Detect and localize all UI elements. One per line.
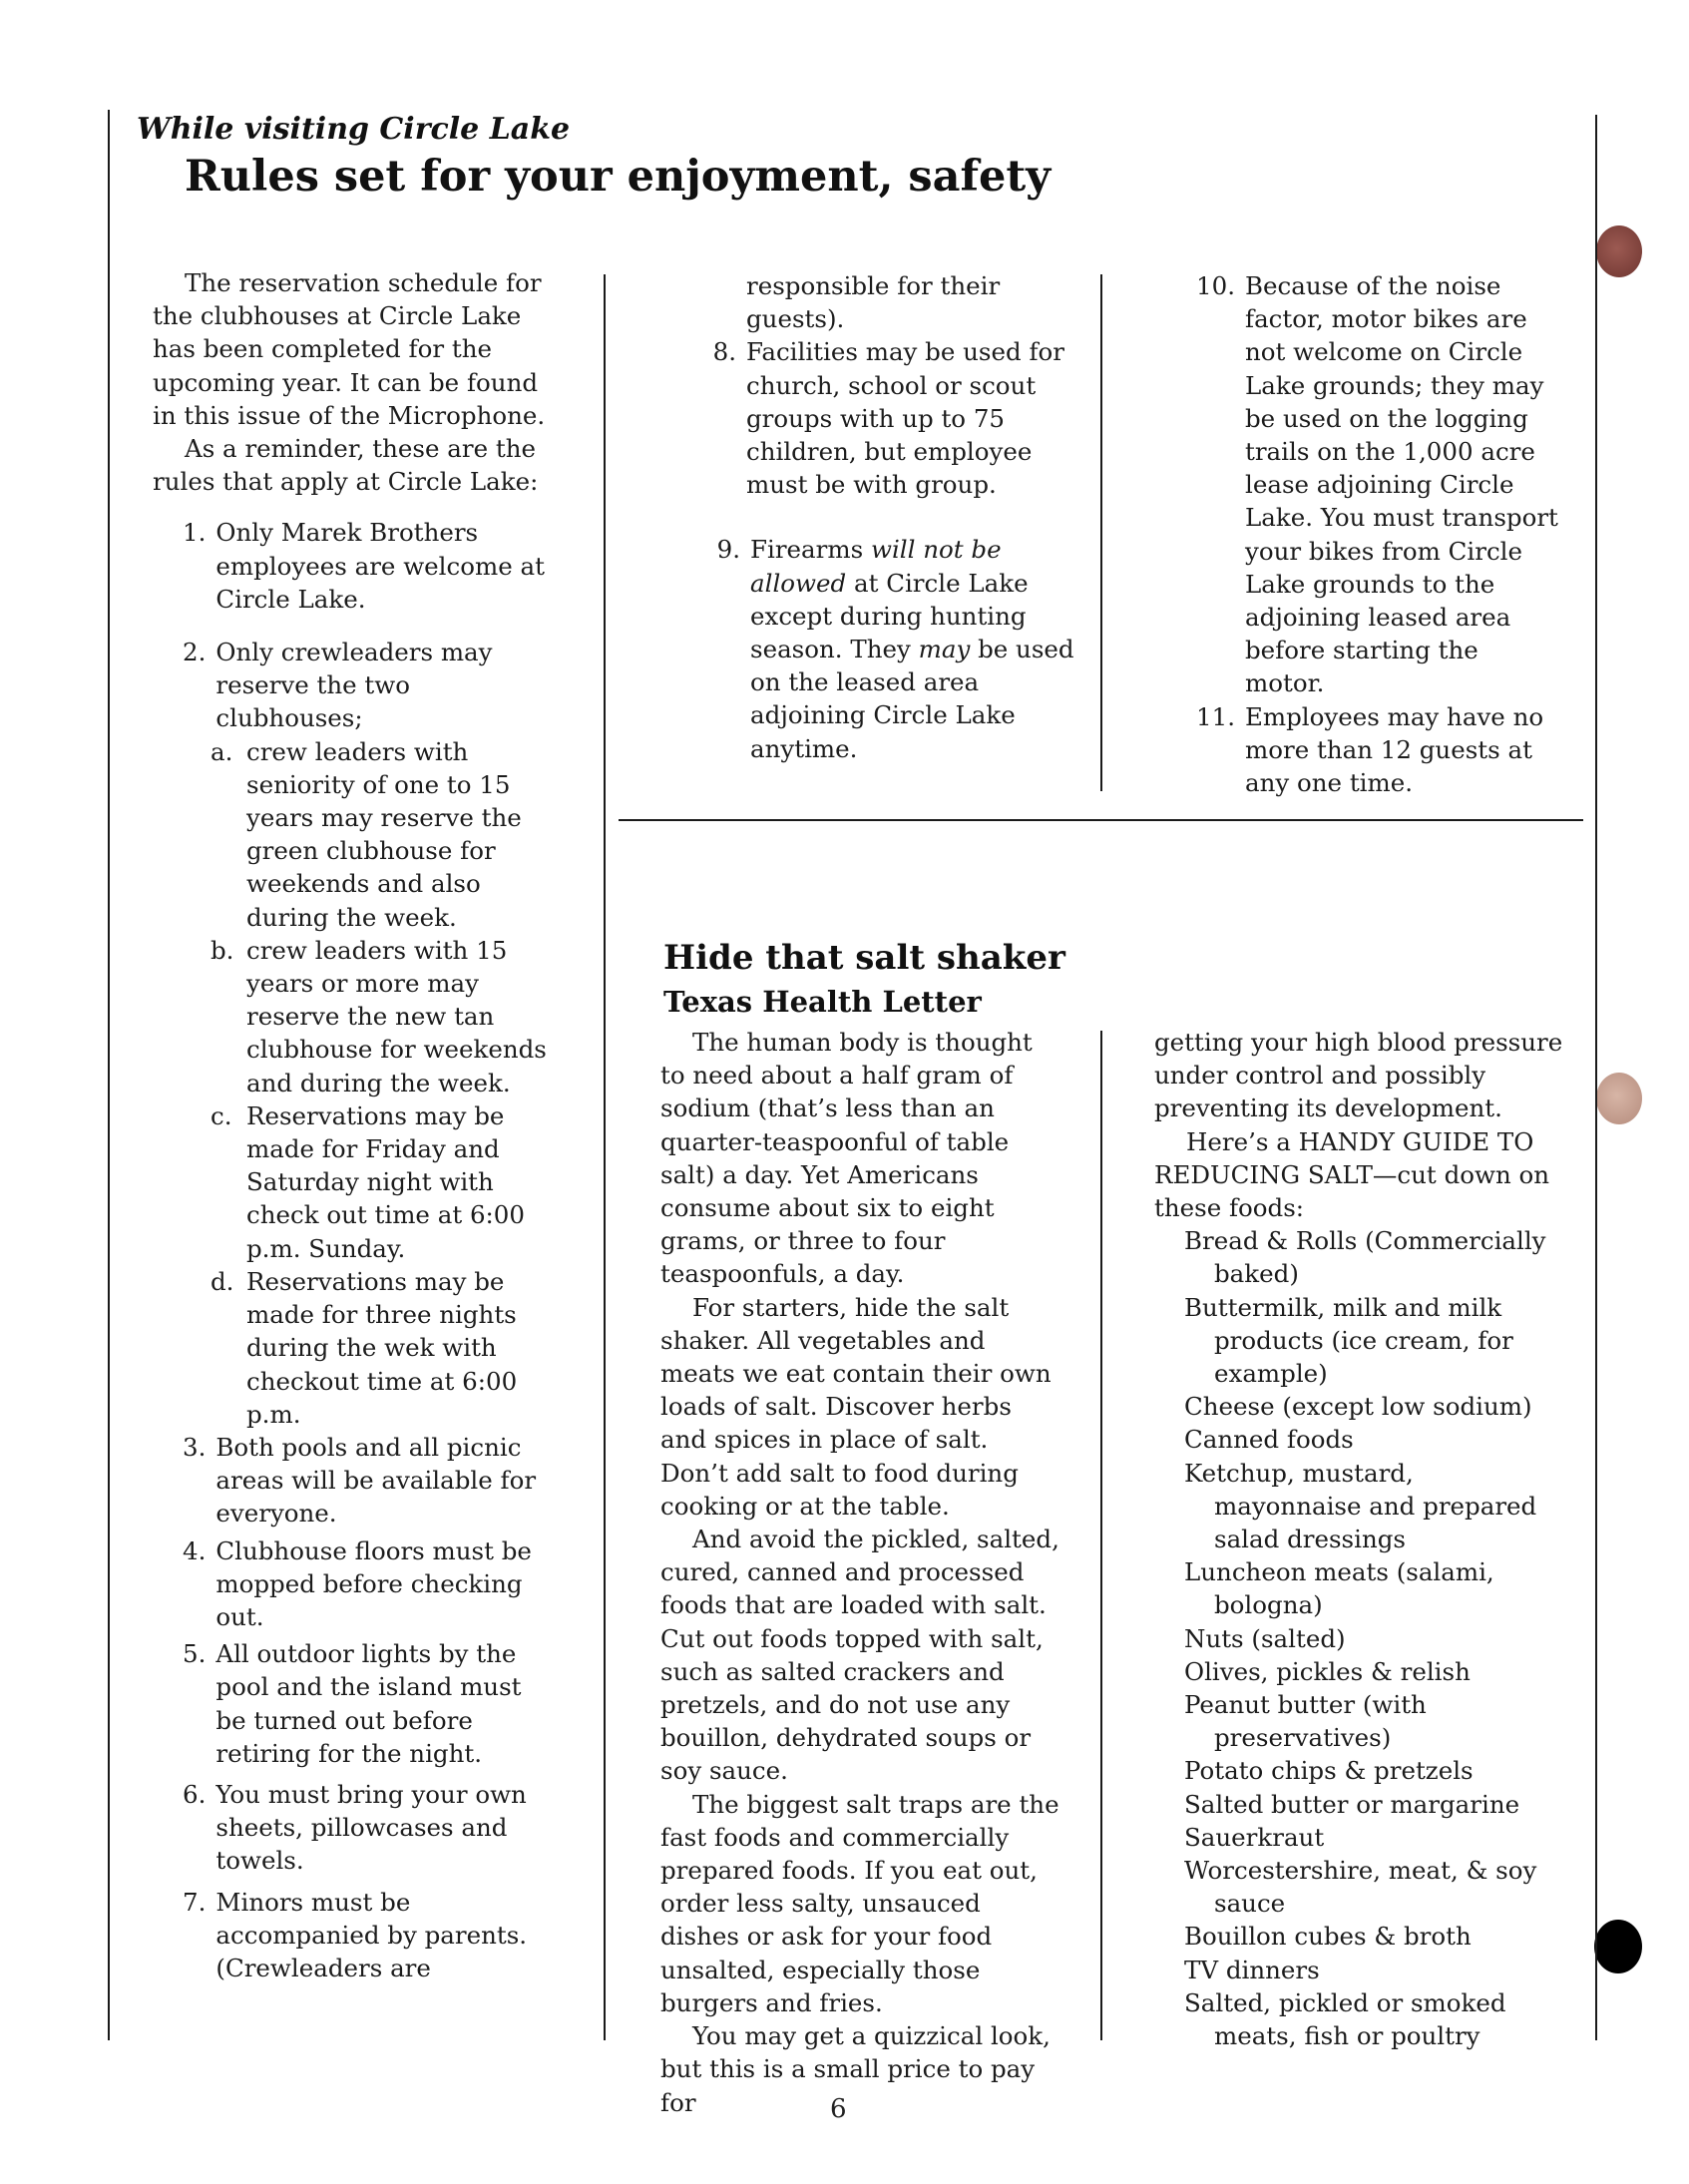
rule-7-continued: responsible for their guests). — [746, 271, 1001, 334]
salt-food-list — [1154, 1224, 1563, 2052]
rule-text-part: at Circle Lake except during hunting season. They — [750, 568, 1029, 664]
sub-rule-label: c. — [211, 1100, 232, 1130]
rule-text: Only crewleaders may reserve the two clubhouses; — [215, 638, 493, 733]
column-divider-1 — [604, 274, 606, 2040]
rule-item — [183, 636, 547, 735]
sub-rule-label: b. — [211, 935, 234, 965]
rule-item — [698, 335, 1077, 501]
right-margin-rule — [1595, 115, 1597, 2040]
rule-text: All outdoor lights by the pool and the island must be turned out before retiring for the night. — [215, 1639, 522, 1768]
sub-rule-item — [211, 934, 547, 1099]
column-divider-2-top — [1100, 274, 1102, 791]
rule-number: 6. — [183, 1779, 207, 1809]
sub-rule-text: Reservations may be made for three nights during the wek with checkout time at 6:00 p.m. — [246, 1266, 518, 1429]
sub-rule-item — [211, 1099, 547, 1265]
rule-item — [183, 1431, 547, 1530]
sub-rule-text: crew leaders with 15 years or more may reserve the new tan clubhouse for weekends and during the week. — [246, 935, 547, 1097]
rule-number: 4. — [183, 1535, 207, 1565]
sub-rules-list — [183, 735, 547, 1431]
salt-continuation: getting your high blood pressure under control and possibly preventing its development. — [1154, 1028, 1563, 1123]
rule-text: Clubhouse floors must be mopped before checking out. — [215, 1535, 532, 1631]
sub-rule-item — [211, 735, 547, 934]
rule-number: 9. — [716, 535, 740, 565]
binder-hole-bottom — [1594, 1920, 1642, 1973]
rules-column-2 — [698, 269, 1077, 765]
rule-text — [750, 533, 1077, 764]
sub-rule-text: crew leaders with seniority of one to 15 years may reserve the green clubhouse for weekends and also during the week. — [246, 736, 522, 932]
article-separator-rule — [619, 819, 1583, 821]
salt-column-1 — [660, 1026, 1059, 2119]
rule-number: 8. — [712, 337, 736, 367]
salt-guide-intro: Here’s a HANDY GUIDE TO REDUCING SALT—cut down on these foods: — [1154, 1126, 1550, 1223]
rule-number: 2. — [183, 638, 207, 667]
binder-hole-middle — [1596, 1073, 1642, 1124]
salt-paragraph: The biggest salt traps are the fast foods and commercially prepared foods. If you eat out, order less salty, unsauced dishes or ask for your food unsalted, especially those burgers and fries. — [660, 1789, 1059, 2017]
food-item: Cheese (except low sodium) — [1184, 1392, 1532, 1422]
rule-item — [183, 1637, 547, 1770]
rules-list — [153, 516, 547, 1984]
article-kicker: While visiting Circle Lake — [137, 112, 571, 147]
rule-number: 10. — [1196, 271, 1235, 300]
rule-item — [183, 1886, 547, 1985]
rule-text-emphasis: may — [918, 635, 971, 664]
rule-text: Only Marek Brothers employees are welcome at Circle Lake. — [215, 518, 545, 614]
food-item: Peanut butter (with preservatives) — [1184, 1690, 1427, 1753]
rule-number: 5. — [183, 1639, 207, 1669]
sub-rule-text: Reservations may be made for Friday and Saturday night with check out time at 6:00 p.m. Sunday. — [246, 1100, 525, 1263]
rule-text: Minors must be accompanied by parents. (Crewleaders are — [215, 1887, 528, 1982]
rules-column-1 — [153, 266, 547, 1984]
sub-rule-label: a. — [211, 736, 233, 766]
page-number: 6 — [830, 2094, 847, 2124]
sub-rule-item — [211, 1265, 547, 1431]
intro-paragraph: As a reminder, these are the rules that apply at Circle Lake: — [153, 434, 539, 497]
rule-number: 1. — [183, 518, 207, 548]
rule-text: Both pools and all picnic areas will be available for everyone. — [215, 1432, 537, 1529]
food-item: Worcestershire, meat, & soy sauce — [1184, 1856, 1537, 1919]
food-item: Nuts (salted) — [1184, 1623, 1346, 1653]
sub-rule-label: d. — [211, 1266, 234, 1296]
food-item: Olives, pickles & relish — [1184, 1656, 1471, 1686]
food-item: Bouillon cubes & broth — [1184, 1922, 1472, 1952]
food-item: Luncheon meats (salami, bologna) — [1184, 1557, 1494, 1620]
rule-number: 7. — [183, 1887, 207, 1917]
rule-text-emphasis: will not be allowed — [750, 535, 1002, 598]
salt-paragraph: For starters, hide the salt shaker. All vegetables and meats we eat contain their own loads of salt. Discover herbs and spices in place of salt. Don’t add salt to food during cooking or at the table. — [660, 1292, 1052, 1521]
rule-text: Because of the noise factor, motor bikes are not welcome on Circle Lake grounds; they may be used on the logging trails on the 1,000 acre lease adjoining Circle Lake. You must transport your bikes from Circle Lake grounds to the adjoining leased area before starting the motor. — [1245, 271, 1558, 698]
food-item: Canned foods — [1184, 1425, 1354, 1455]
food-item: Bread & Rolls (Commercially baked) — [1184, 1226, 1546, 1289]
rule-item — [183, 516, 547, 616]
salt-article-source: Texas Health Letter — [663, 985, 982, 1019]
food-item: Potato chips & pretzels — [1184, 1756, 1474, 1786]
food-item: Sauerkraut — [1184, 1822, 1325, 1852]
food-item: Ketchup, mustard, mayonnaise and prepared salad dressings — [1184, 1458, 1537, 1554]
food-item: Salted, pickled or smoked meats, fish or poultry — [1184, 1987, 1506, 2051]
food-item: TV dinners — [1184, 1955, 1320, 1984]
salt-paragraph: And avoid the pickled, salted, cured, canned and processed foods that are loaded with salt. Cut out foods topped with salt, such as salted crackers and pretzels, and do not use any bouillon, dehydrated soups or soy sauce. — [660, 1525, 1059, 1786]
salt-column-2 — [1154, 1026, 1563, 2052]
rule-item — [1187, 700, 1561, 800]
rule-item — [183, 1534, 547, 1634]
rule-number: 3. — [183, 1432, 207, 1462]
column-divider-2-bottom — [1100, 1031, 1102, 2040]
salt-paragraph: You may get a quizzical look, but this is a small price to pay for — [660, 2021, 1051, 2117]
rule-text: You must bring your own sheets, pillowcases and towels. — [215, 1779, 527, 1876]
salt-article-title: Hide that salt shaker — [663, 938, 1065, 978]
intro-paragraph: The reservation schedule for the clubhouses at Circle Lake has been completed for the upcoming year. It can be found in this issue of the Microphone. — [153, 268, 546, 430]
rule-text: Facilities may be used for church, school or scout groups with up to 75 children, but employee must be with group. — [746, 337, 1065, 500]
binder-hole-top — [1596, 225, 1642, 277]
salt-paragraph: The human body is thought to need about a half gram of sodium (that’s less than an quarter-teaspoonful of table salt) a day. Yet Americans consume about six to eight grams, or three to four teaspoonfuls, a day. — [660, 1028, 1033, 1289]
left-margin-rule — [108, 110, 110, 2040]
rule-text: Employees may have no more than 12 guests at any one time. — [1245, 701, 1544, 798]
rule-item — [1187, 269, 1561, 700]
rule-text-part: be used on the leased area adjoining Circle Lake anytime. — [750, 635, 1074, 763]
rule-item — [183, 1778, 547, 1878]
article-headline: Rules set for your enjoyment, safety — [185, 152, 1052, 202]
rule-item — [698, 533, 1077, 764]
rule-text-part: Firearms — [750, 535, 871, 565]
rule-number: 11. — [1196, 701, 1235, 731]
food-item: Salted butter or margarine — [1184, 1789, 1520, 1819]
food-item: Buttermilk, milk and milk products (ice cream, for example) — [1184, 1292, 1513, 1389]
rules-column-3 — [1187, 269, 1561, 799]
